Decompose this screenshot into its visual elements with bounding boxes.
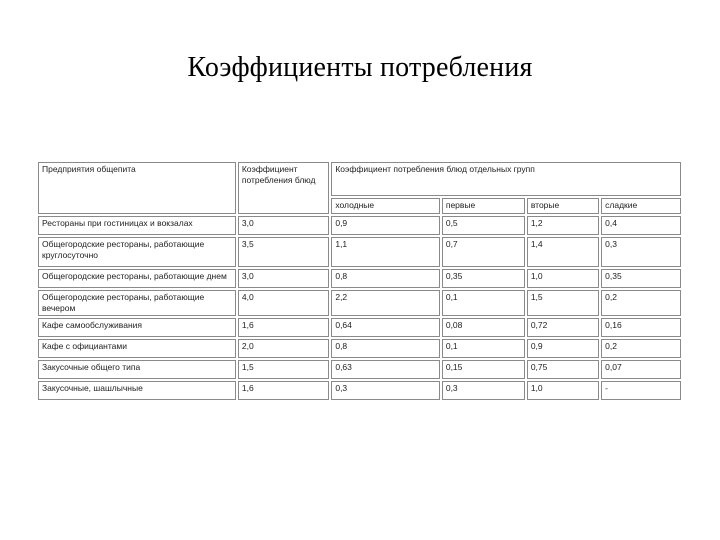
header-dessert: сладкие (601, 198, 681, 214)
row-first: 0,3 (442, 381, 525, 400)
row-enterprise: Кафе самообслуживания (38, 318, 236, 337)
row-dessert: 0,3 (601, 237, 681, 267)
row-dessert: 0,35 (601, 269, 681, 288)
table-row (38, 381, 681, 400)
row-cold: 0,8 (331, 339, 440, 358)
row-dessert: - (601, 381, 681, 400)
row-cold: 0,8 (331, 269, 440, 288)
row-enterprise: Закусочные общего типа (38, 360, 236, 379)
row-cold: 0,63 (331, 360, 440, 379)
row-coef: 1,6 (238, 318, 329, 337)
row-first: 0,1 (442, 339, 525, 358)
header-enterprise: Предприятия общепита (38, 162, 236, 214)
row-second: 1,0 (527, 269, 599, 288)
table-header-row (38, 162, 681, 196)
row-second: 1,4 (527, 237, 599, 267)
row-coef: 3,5 (238, 237, 329, 267)
table-row (38, 237, 681, 267)
row-first: 0,1 (442, 290, 525, 316)
row-second: 1,5 (527, 290, 599, 316)
header-second: вторые (527, 198, 599, 214)
table-row (38, 339, 681, 358)
row-coef: 4,0 (238, 290, 329, 316)
row-first: 0,7 (442, 237, 525, 267)
row-dessert: 0,2 (601, 290, 681, 316)
table-row (38, 269, 681, 288)
consumption-coefficients-table (36, 160, 683, 402)
row-cold: 0,3 (331, 381, 440, 400)
row-first: 0,08 (442, 318, 525, 337)
header-group-coefficient: Коэффициент потребления блюд отдельных групп (331, 162, 681, 196)
row-coef: 1,5 (238, 360, 329, 379)
row-second: 1,0 (527, 381, 599, 400)
slide-title: Коэффициенты потребления (187, 52, 533, 83)
table-row (38, 318, 681, 337)
row-enterprise: Кафе с официантами (38, 339, 236, 358)
row-first: 0,35 (442, 269, 525, 288)
row-coef: 1,6 (238, 381, 329, 400)
row-first: 0,5 (442, 216, 525, 235)
row-dessert: 0,16 (601, 318, 681, 337)
row-cold: 2,2 (331, 290, 440, 316)
row-coef: 3,0 (238, 269, 329, 288)
row-cold: 0,64 (331, 318, 440, 337)
table-row (38, 290, 681, 316)
row-enterprise: Закусочные, шашлычные (38, 381, 236, 400)
table-row (38, 360, 681, 379)
row-coef: 3,0 (238, 216, 329, 235)
row-second: 0,72 (527, 318, 599, 337)
row-first: 0,15 (442, 360, 525, 379)
row-second: 0,75 (527, 360, 599, 379)
row-second: 0,9 (527, 339, 599, 358)
row-coef: 2,0 (238, 339, 329, 358)
row-enterprise: Общегородские рестораны, работающие вечером (38, 290, 236, 316)
row-enterprise: Рестораны при гостиницах и вокзалах (38, 216, 236, 235)
row-cold: 0,9 (331, 216, 440, 235)
row-dessert: 0,4 (601, 216, 681, 235)
row-enterprise: Общегородские рестораны, работающие круглосуточно (38, 237, 236, 267)
table-row (38, 216, 681, 235)
row-second: 1,2 (527, 216, 599, 235)
header-cold: холодные (331, 198, 440, 214)
row-enterprise: Общегородские рестораны, работающие днем (38, 269, 236, 288)
header-first: первые (442, 198, 525, 214)
row-dessert: 0,07 (601, 360, 681, 379)
header-coefficient: Коэффициент потребления блюд (238, 162, 329, 214)
row-cold: 1,1 (331, 237, 440, 267)
row-dessert: 0,2 (601, 339, 681, 358)
